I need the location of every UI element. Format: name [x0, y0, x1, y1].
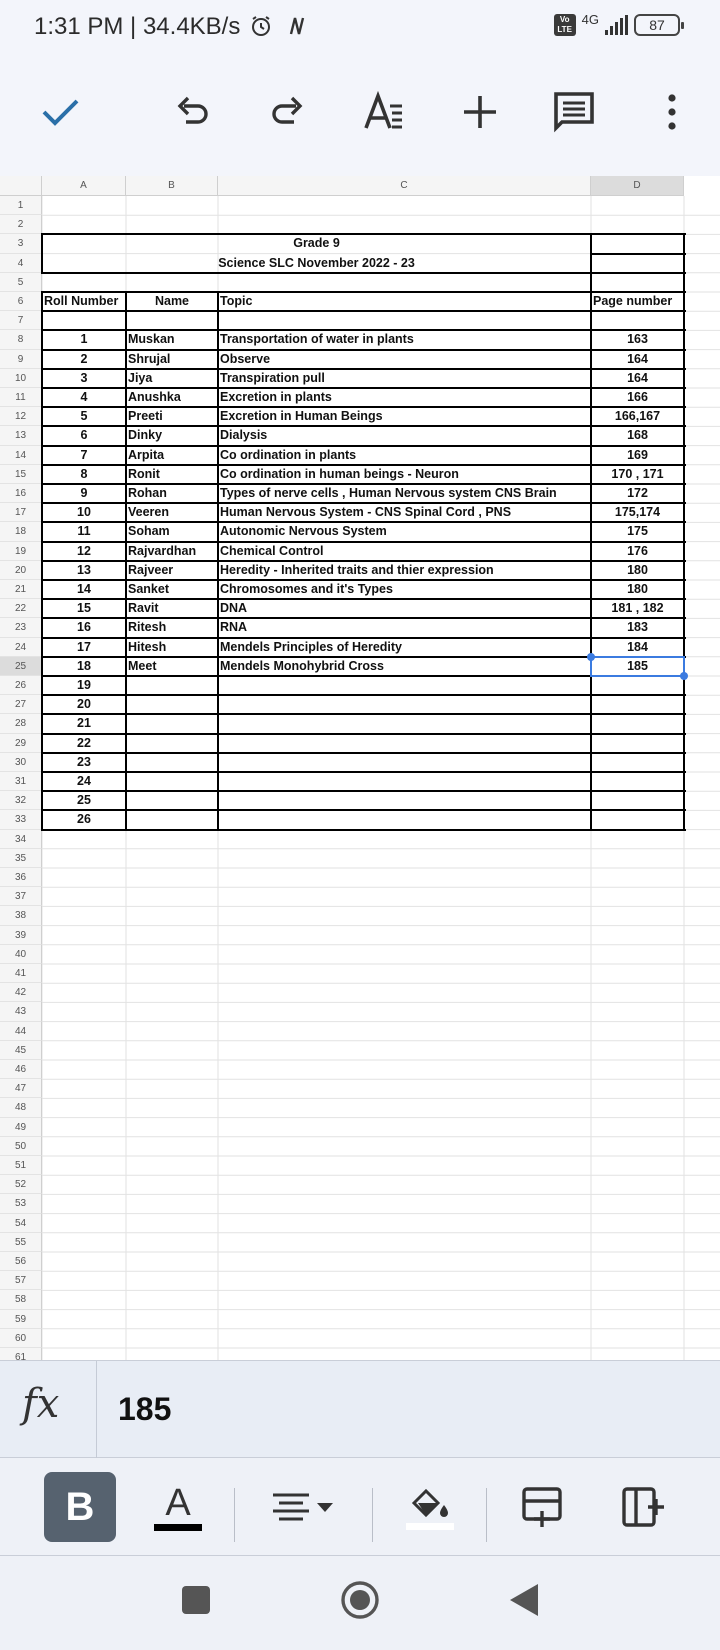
cell-topic[interactable]	[218, 753, 591, 772]
cell-roll-number[interactable]: 13	[77, 562, 91, 577]
redo-button[interactable]	[262, 86, 314, 138]
text-color-button[interactable]	[150, 1472, 206, 1542]
row-header[interactable]: 9	[0, 350, 42, 369]
cell-roll-number[interactable]: 4	[80, 390, 88, 404]
cell-page-number[interactable]: 172	[627, 486, 648, 500]
cell-name[interactable]	[126, 714, 218, 733]
row-header[interactable]: 57	[0, 1271, 42, 1290]
cell-name[interactable]: Rohan	[128, 486, 167, 500]
cell-page-number[interactable]: 175	[627, 524, 648, 539]
redo-icon	[268, 92, 308, 132]
row-header[interactable]: 29	[0, 734, 42, 753]
cell-topic[interactable]: Transportation of water in plants	[220, 332, 414, 347]
volte-icon: Vo LTE	[554, 14, 576, 36]
formula-input[interactable]: 185	[118, 1391, 172, 1427]
cell-topic[interactable]: Co ordination in human beings - Neuron	[220, 466, 459, 481]
row-header[interactable]: 31	[0, 772, 42, 791]
format-toolbar	[0, 1458, 720, 1556]
bold-button[interactable]	[44, 1472, 116, 1542]
text-format-icon	[362, 90, 406, 134]
signal-icon	[605, 15, 628, 35]
row-header[interactable]: 6	[0, 292, 42, 311]
cell-roll-number[interactable]: 26	[77, 812, 91, 827]
row-header[interactable]: 44	[0, 1022, 42, 1041]
text-color-icon: A	[165, 1481, 191, 1524]
cell-topic[interactable]: RNA	[220, 620, 248, 635]
cell-roll-number[interactable]: 24	[77, 774, 91, 788]
cell-page-number[interactable]	[591, 810, 684, 829]
row-header[interactable]: 60	[0, 1329, 42, 1348]
cell-topic[interactable]: Excretion in Human Beings	[220, 409, 383, 424]
row-header[interactable]: 23	[0, 618, 42, 637]
row-header[interactable]: 10	[0, 369, 42, 388]
formula-divider	[96, 1361, 97, 1459]
cell-page-number[interactable]: 166,167	[614, 409, 661, 424]
row-header[interactable]: 26	[0, 676, 42, 695]
recents-button[interactable]	[180, 1584, 212, 1616]
cell-topic[interactable]: Human Nervous System - CNS Spinal Cord , PNS	[220, 505, 512, 520]
cell-roll-number[interactable]: 6	[80, 428, 88, 443]
cell-name[interactable]: Jiya	[128, 370, 153, 385]
header-roll-number[interactable]: Roll Number	[44, 294, 119, 308]
cell-roll-number[interactable]: 23	[77, 754, 91, 769]
cell-roll-number[interactable]: 8	[80, 466, 88, 481]
cell-topic[interactable]	[218, 695, 591, 714]
cell-roll-number[interactable]: 7	[80, 447, 88, 462]
cell-name[interactable]: Muskan	[128, 332, 175, 347]
row-header[interactable]: 1	[0, 196, 42, 215]
cell-page-number[interactable]: 175,174	[614, 505, 661, 520]
cell-page-number[interactable]	[591, 676, 684, 695]
row-header[interactable]: 49	[0, 1118, 42, 1137]
row-header[interactable]: 38	[0, 906, 42, 925]
cell-topic[interactable]: Mendels Monohybrid Cross	[220, 658, 384, 673]
home-button[interactable]	[340, 1580, 380, 1620]
row-header[interactable]: 51	[0, 1156, 42, 1175]
row-header[interactable]: 37	[0, 887, 42, 906]
network-type: 4G	[581, 11, 599, 27]
sheet-title: Grade 9	[293, 236, 340, 251]
square-icon	[180, 1584, 212, 1616]
cell-topic[interactable]: Excretion in plants	[220, 390, 332, 404]
row-header[interactable]: 17	[0, 503, 42, 522]
cell-page-number[interactable]: 169	[627, 447, 648, 462]
back-triangle-icon	[508, 1582, 542, 1618]
status-time-text: 1:31 PM | 34.4KB/s	[34, 13, 241, 40]
cell-name[interactable]: Ronit	[128, 466, 160, 481]
cell-topic[interactable]	[218, 772, 591, 791]
cell-topic[interactable]: Autonomic Nervous System	[220, 524, 387, 539]
status-bar	[0, 0, 720, 56]
row-header[interactable]: 24	[0, 638, 42, 657]
row-header[interactable]: 46	[0, 1060, 42, 1079]
selected-cell[interactable]	[590, 656, 685, 677]
cell-name[interactable]	[126, 810, 218, 829]
undo-icon	[172, 92, 212, 132]
alarm-icon	[249, 14, 273, 38]
row-header[interactable]: 15	[0, 465, 42, 484]
row-header[interactable]: 33	[0, 810, 42, 829]
row-header[interactable]: 2	[0, 215, 42, 234]
done-button[interactable]	[34, 86, 86, 138]
cell-page-number[interactable]: 176	[627, 543, 648, 558]
cell-page-number[interactable]	[591, 791, 684, 810]
cell-name[interactable]: Rajveer	[128, 562, 174, 577]
cell-name[interactable]	[126, 772, 218, 791]
cell-name[interactable]: Veeren	[128, 505, 170, 520]
row-header[interactable]: 42	[0, 983, 42, 1002]
row-header[interactable]: 45	[0, 1041, 42, 1060]
row-header[interactable]: 34	[0, 830, 42, 849]
format-separator	[372, 1488, 373, 1542]
formula-bar	[0, 1360, 720, 1458]
row-header[interactable]: 18	[0, 522, 42, 541]
row-header[interactable]: 41	[0, 964, 42, 983]
cell-name[interactable]: Anushka	[128, 390, 181, 404]
header-topic[interactable]: Topic	[220, 294, 253, 308]
row-header[interactable]: 36	[0, 868, 42, 887]
cell-name[interactable]: Ravit	[128, 601, 159, 616]
cell-roll-number[interactable]: 2	[80, 351, 88, 366]
cell-topic[interactable]	[218, 714, 591, 733]
nfc-icon	[286, 14, 308, 38]
cell-page-number[interactable]	[591, 695, 684, 714]
status-time	[34, 13, 308, 41]
column-header-b[interactable]: B	[126, 176, 218, 196]
row-header[interactable]: 47	[0, 1079, 42, 1098]
cell-topic[interactable]: Co ordination in plants	[220, 447, 357, 462]
cell-page-number[interactable]: 170 , 171	[611, 466, 664, 481]
cell-name[interactable]	[126, 695, 218, 714]
row-header[interactable]: 43	[0, 1002, 42, 1021]
cell-topic[interactable]: Transpiration pull	[220, 370, 325, 385]
row-header[interactable]: 48	[0, 1098, 42, 1117]
insert-row-button[interactable]	[514, 1472, 570, 1542]
row-header[interactable]: 40	[0, 945, 42, 964]
cell-name[interactable]: Soham	[128, 524, 170, 539]
row-header[interactable]: 11	[0, 388, 42, 407]
cell-page-number[interactable]: 164	[627, 370, 648, 385]
cell-page-number[interactable]	[591, 734, 684, 753]
row-header[interactable]: 32	[0, 791, 42, 810]
row-header[interactable]: 20	[0, 561, 42, 580]
comment-icon	[552, 90, 596, 134]
row-header[interactable]: 4	[0, 254, 42, 273]
check-icon	[38, 90, 82, 134]
cell-topic[interactable]	[218, 791, 591, 810]
row-header[interactable]: 58	[0, 1290, 42, 1309]
cell-name[interactable]: Ritesh	[128, 620, 167, 635]
format-separator	[486, 1488, 487, 1542]
navigation-bar	[0, 1556, 720, 1650]
cell-roll-number[interactable]: 14	[77, 582, 91, 596]
cell-roll-number[interactable]: 12	[77, 543, 91, 558]
row-header[interactable]: 12	[0, 407, 42, 426]
cell-roll-number[interactable]: 5	[80, 409, 88, 424]
row-header[interactable]: 14	[0, 446, 42, 465]
cell-page-number[interactable]	[591, 772, 684, 791]
cell-roll-number[interactable]: 16	[77, 620, 91, 635]
cell-topic[interactable]: Types of nerve cells , Human Nervous system CNS Brain	[220, 486, 557, 500]
cell-roll-number[interactable]: 25	[77, 793, 91, 808]
cell-page-number[interactable]: 164	[627, 351, 648, 366]
cell-roll-number[interactable]: 10	[77, 505, 91, 520]
cell-page-number[interactable]	[591, 753, 684, 772]
cell-roll-number[interactable]: 19	[77, 678, 91, 692]
more-vert-icon	[662, 92, 682, 132]
fill-color-icon	[408, 1485, 452, 1521]
cell-topic[interactable]	[218, 734, 591, 753]
status-indicators	[554, 11, 680, 36]
column-header-a[interactable]: A	[42, 176, 126, 196]
fill-color-swatch	[406, 1523, 454, 1530]
cell-topic[interactable]: Heredity - Inherited traits and thier expression	[220, 562, 494, 577]
row-header[interactable]: 7	[0, 311, 42, 330]
cell-topic[interactable]	[218, 676, 591, 695]
text-color-swatch	[154, 1524, 202, 1531]
cell-topic[interactable]	[218, 810, 591, 829]
table-border	[590, 272, 592, 293]
back-button[interactable]	[508, 1582, 542, 1618]
cell-name[interactable]: Shrujal	[128, 351, 171, 366]
row-header[interactable]: 30	[0, 753, 42, 772]
cell-page-number[interactable]: 168	[627, 428, 648, 443]
cell-roll-number[interactable]: 3	[80, 370, 88, 385]
row-header[interactable]: 19	[0, 542, 42, 561]
row-header[interactable]: 59	[0, 1310, 42, 1329]
cell-page-number[interactable]: 181 , 182	[611, 601, 664, 616]
table-border	[683, 272, 685, 293]
row-header[interactable]: 55	[0, 1233, 42, 1252]
header-page-number[interactable]: Page number	[593, 294, 673, 308]
fill-color-button[interactable]	[400, 1472, 460, 1542]
cell-page-number[interactable]: 180	[627, 562, 648, 577]
cell-roll-number[interactable]: 18	[77, 658, 91, 673]
insert-button[interactable]	[454, 86, 506, 138]
row-header[interactable]: 3	[0, 234, 42, 253]
cell-topic[interactable]: DNA	[220, 601, 248, 616]
cell-name[interactable]	[126, 791, 218, 810]
selection-handle-bottom[interactable]	[680, 672, 688, 680]
cell-roll-number[interactable]: 1	[80, 332, 88, 347]
cell-name[interactable]: Sanket	[128, 582, 169, 596]
row-header[interactable]: 54	[0, 1214, 42, 1233]
row-header[interactable]: 16	[0, 484, 42, 503]
table-border	[591, 253, 686, 255]
format-separator	[234, 1488, 235, 1542]
column-header-c[interactable]: C	[218, 176, 591, 196]
more-options-button[interactable]	[646, 86, 698, 138]
cell-name[interactable]: Rajvardhan	[128, 543, 197, 558]
row-header[interactable]: 8	[0, 330, 42, 349]
cell-page-number[interactable]: 185	[627, 658, 648, 673]
cell-page-number[interactable]: 184	[627, 639, 648, 654]
cell-roll-number[interactable]: 9	[80, 486, 88, 500]
comment-button[interactable]	[548, 86, 600, 138]
cell-name[interactable]: Hitesh	[128, 639, 167, 654]
row-header[interactable]: 28	[0, 714, 42, 733]
cell-page-number[interactable]	[591, 714, 684, 733]
insert-column-button[interactable]	[614, 1472, 670, 1542]
cell-roll-number[interactable]: 11	[77, 524, 91, 539]
cell-page-number[interactable]: 183	[627, 620, 648, 635]
text-format-button[interactable]	[358, 86, 410, 138]
fx-icon: fx	[22, 1381, 60, 1427]
insert-column-icon	[620, 1485, 664, 1529]
row-header[interactable]: 22	[0, 599, 42, 618]
cell-roll-number[interactable]: 17	[77, 639, 91, 654]
cell-name[interactable]	[126, 734, 218, 753]
align-button[interactable]	[268, 1472, 340, 1542]
cell-page-number[interactable]: 163	[627, 332, 648, 347]
bold-icon: B	[65, 1484, 95, 1529]
row-header[interactable]: 52	[0, 1175, 42, 1194]
cell-topic[interactable]: Observe	[220, 351, 271, 366]
header-name[interactable]: Name	[154, 294, 190, 308]
cell-roll-number[interactable]: 21	[77, 716, 91, 731]
battery-icon	[634, 14, 680, 36]
align-icon	[269, 1487, 339, 1527]
cell-name[interactable]	[126, 676, 218, 695]
row-header[interactable]: 27	[0, 695, 42, 714]
cell-roll-number[interactable]: 22	[77, 735, 91, 750]
row-header[interactable]: 25	[0, 657, 42, 676]
add-icon	[460, 92, 500, 132]
cell-page-number[interactable]: 166	[627, 390, 648, 404]
cell-name[interactable]: Dinky	[128, 428, 163, 443]
row-header[interactable]: 35	[0, 849, 42, 868]
row-header[interactable]: 5	[0, 273, 42, 292]
row-header[interactable]: 21	[0, 580, 42, 599]
cell-topic[interactable]: Mendels Principles of Heredity	[220, 639, 402, 654]
column-header-d[interactable]: D	[591, 176, 684, 196]
cell-topic[interactable]: Chemical Control	[220, 543, 324, 558]
table-border	[683, 233, 685, 273]
cell-name[interactable]: Preeti	[128, 409, 163, 424]
row-header[interactable]: 13	[0, 426, 42, 445]
undo-button[interactable]	[166, 86, 218, 138]
cell-roll-number[interactable]: 15	[77, 601, 91, 616]
cell-name[interactable]	[126, 753, 218, 772]
row-header[interactable]: 53	[0, 1194, 42, 1213]
cell-topic[interactable]: Chromosomes and it's Types	[220, 582, 393, 596]
insert-row-icon	[520, 1485, 564, 1529]
cell-roll-number[interactable]: 20	[77, 697, 91, 712]
row-header[interactable]: 56	[0, 1252, 42, 1271]
cell-page-number[interactable]: 180	[627, 582, 648, 596]
cell-name[interactable]: Arpita	[128, 447, 165, 462]
sheet-subtitle: Science SLC November 2022 - 23	[218, 255, 415, 270]
spreadsheet-grid[interactable]	[0, 176, 720, 1360]
top-toolbar	[0, 56, 720, 176]
selection-handle-top[interactable]	[587, 653, 595, 661]
row-header[interactable]: 61	[0, 1348, 42, 1360]
row-header[interactable]: 39	[0, 926, 42, 945]
home-circle-icon	[340, 1580, 380, 1620]
battery-level: 87	[649, 17, 665, 33]
cell-topic[interactable]: Dialysis	[220, 428, 268, 443]
cell-name[interactable]: Meet	[128, 658, 157, 673]
row-header[interactable]: 50	[0, 1137, 42, 1156]
